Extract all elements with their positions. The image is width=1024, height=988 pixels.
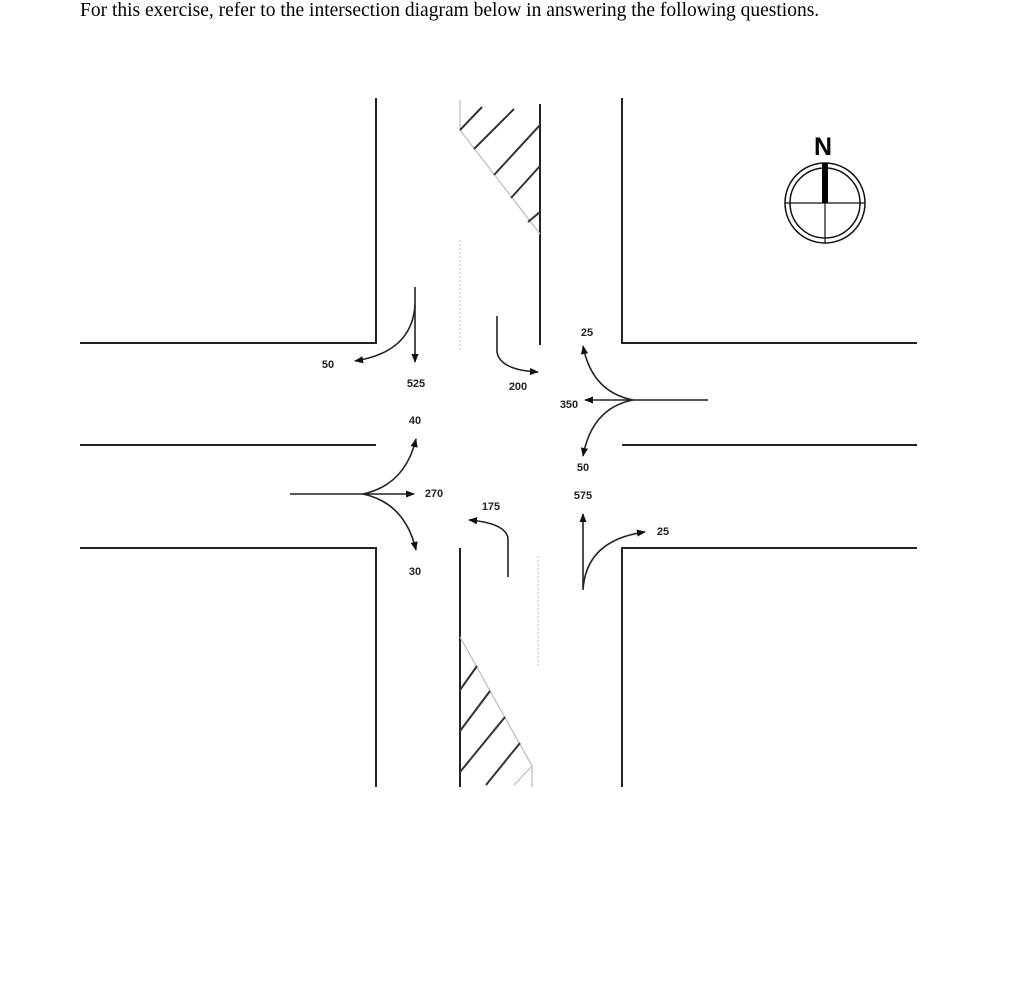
exercise-prompt: For this exercise, refer to the intersection diagram below in answering the following questions. bbox=[80, 0, 820, 21]
north-arrow-compass-icon bbox=[785, 133, 865, 243]
westbound-left-arrow bbox=[583, 400, 633, 456]
wb-right-volume: 25 bbox=[580, 326, 594, 339]
eastbound-right-arrow bbox=[363, 494, 416, 550]
eb-left-volume: 40 bbox=[408, 414, 422, 427]
nb-left-volume: 175 bbox=[481, 500, 501, 513]
southbound-right-arrow bbox=[355, 305, 415, 361]
southbound-movements bbox=[322, 287, 538, 393]
eastbound-movements bbox=[290, 415, 443, 578]
wb-left-volume: 50 bbox=[576, 461, 590, 474]
westbound-right-arrow bbox=[583, 346, 633, 400]
eastbound-left-arrow bbox=[363, 439, 416, 494]
north-median-island bbox=[460, 100, 540, 350]
westbound-movements bbox=[560, 327, 708, 474]
south-median-island bbox=[460, 548, 538, 787]
southbound-left-arrow bbox=[497, 316, 538, 372]
northbound-movements bbox=[469, 490, 669, 590]
north-label: N bbox=[813, 133, 833, 161]
sb-left-volume: 200 bbox=[508, 380, 528, 393]
northbound-right-arrow bbox=[583, 532, 645, 590]
road-curbs bbox=[80, 98, 917, 787]
nb-right-volume: 25 bbox=[656, 525, 670, 538]
sb-through-volume: 525 bbox=[406, 377, 426, 390]
sb-right-volume: 50 bbox=[321, 358, 335, 371]
nb-through-volume: 575 bbox=[573, 489, 593, 502]
eb-right-volume: 30 bbox=[408, 565, 422, 578]
wb-through-volume: 350 bbox=[559, 398, 579, 411]
eb-through-volume: 270 bbox=[424, 487, 444, 500]
northbound-left-arrow bbox=[469, 520, 508, 577]
